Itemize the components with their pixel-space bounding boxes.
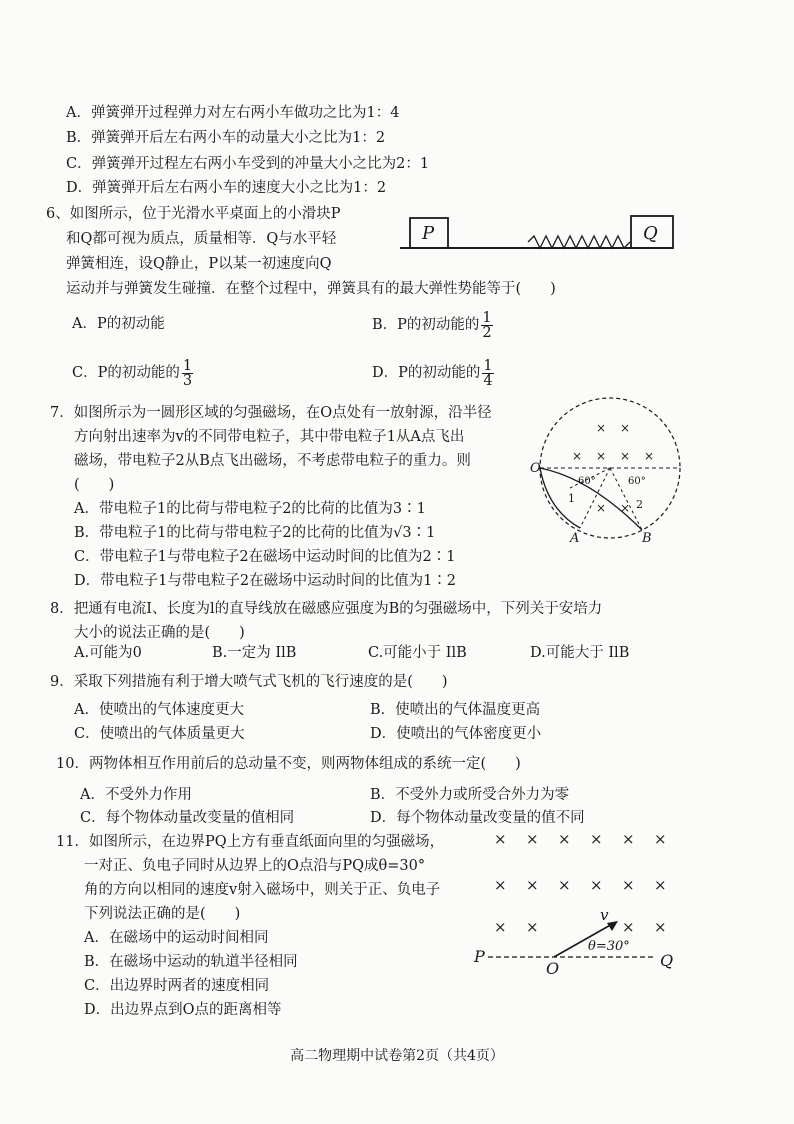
q11-figure: [470, 826, 690, 976]
q5-option-c: C．弹簧弹开过程左右两小车受到的冲量大小之比为2：1: [66, 156, 430, 172]
svg-text:×: ×: [596, 501, 607, 515]
q9-stem: 9．采取下列措施有利于增大喷气式飞机的飞行速度的是( ): [50, 674, 448, 690]
q5-option-b: B．弹簧弹开后左右两小车的动量大小之比为1：2: [66, 130, 386, 146]
q11-option-b: B．在磁场中运动的轨道半径相同: [84, 954, 298, 970]
q10-option-c: C．每个物体动量改变量的值相同: [80, 810, 295, 826]
q6-option-d: D．P的初动能的 $\frac{1}{4}$: [372, 357, 493, 389]
q8-option-a: A.可能为0: [74, 645, 142, 661]
q11-option-a: A．在磁场中的运动时间相同: [84, 930, 269, 946]
svg-text:×: ×: [622, 830, 635, 848]
q7-stem-line4: ( ): [74, 477, 115, 493]
q11-option-c: C．出边界时两者的速度相同: [84, 978, 270, 994]
svg-text:×: ×: [596, 449, 607, 463]
svg-text:×: ×: [590, 876, 603, 894]
svg-text:×: ×: [654, 918, 667, 936]
q7-stem-line3: 磁场，带电粒子2从B点飞出磁场，不考虑带电粒子的重力。则: [74, 453, 471, 469]
q7-stem-line2: 方向射出速率为v的不同带电粒子，其中带电粒子1从A点飞出: [74, 429, 465, 445]
q9-option-a: A．使喷出的气体速度更大: [74, 702, 244, 718]
q6-stem-line2: 和Q都可视为质点，质量相等．Q与水平轻: [66, 231, 337, 247]
q9-option-b: B．使喷出的气体温度更高: [370, 702, 541, 718]
q8-option-b: B.一定为 IlB: [212, 645, 297, 661]
point-o-label: O: [530, 461, 541, 476]
svg-text:×: ×: [572, 449, 583, 463]
svg-text:×: ×: [620, 501, 631, 515]
svg-text:×: ×: [494, 876, 507, 894]
label-o: O: [546, 959, 560, 978]
svg-text:×: ×: [526, 918, 539, 936]
q7-stem-line1: 7．如图所示为一圆形区域的匀强磁场，在O点处有一放射源，沿半径: [50, 405, 492, 421]
angle-60-left: 60°: [578, 476, 596, 487]
svg-text:×: ×: [622, 918, 635, 936]
q11-stem-line3: 角的方向以相同的速度v射入磁场中，则关于正、负电子: [84, 882, 441, 898]
svg-text:×: ×: [622, 876, 635, 894]
q6-figure: [398, 212, 688, 254]
q5-option-d: D．弹簧弹开后左右两小车的速度大小之比为1：2: [66, 180, 387, 196]
q7-figure: [530, 400, 690, 545]
svg-text:×: ×: [526, 830, 539, 848]
q11-option-d: D．出边界点到O点的距离相等: [84, 1002, 282, 1018]
q7-option-c: C．带电粒子1与带电粒子2在磁场中运动时间的比值为2∶1: [74, 549, 456, 565]
q6-stem-line1: 6、如图所示，位于光滑水平桌面上的小滑块P: [46, 206, 341, 222]
q7-option-a: A．带电粒子1的比荷与带电粒子2的比荷的比值为3∶1: [74, 501, 426, 517]
q10-option-d: D．每个物体动量改变量的值不同: [370, 810, 585, 826]
q7-option-b: B．带电粒子1的比荷与带电粒子2的比荷的比值为√3∶1: [74, 525, 436, 541]
q10-option-a: A．不受外力作用: [80, 787, 192, 803]
q9-option-d: D．使喷出的气体密度更小: [370, 726, 542, 742]
svg-text:×: ×: [620, 449, 631, 463]
q8-option-c: C.可能小于 IlB: [368, 645, 467, 661]
q6-stem-line3: 弹簧相连，设Q静止，P以某一初速度向Q: [66, 256, 332, 272]
track-2-label: 2: [636, 498, 643, 511]
q11-stem-line4: 下列说法正确的是( ): [84, 906, 241, 922]
svg-text:×: ×: [494, 830, 507, 848]
q11-stem-line1: 11．如图所示，在边界PQ上方有垂直纸面向里的匀强磁场，: [56, 834, 445, 850]
q8-stem-line2: 大小的说法正确的是( ): [74, 625, 245, 641]
angle-60-right: 60°: [628, 476, 646, 487]
svg-text:×: ×: [558, 830, 571, 848]
q6-option-a: A．P的初动能: [72, 316, 165, 332]
label-v: v: [600, 906, 609, 924]
q6-option-b: B．P的初动能的 $\frac{1}{2}$: [372, 309, 492, 341]
svg-text:×: ×: [620, 421, 631, 435]
q10-stem: 10．两物体相互作用前后的总动量不变，则两物体组成的系统一定( ): [56, 756, 521, 772]
q11-stem-line2: 一对正、负电子同时从边界上的O点沿与PQ成θ=30°: [84, 858, 426, 874]
q8-stem-line1: 8．把通有电流I、长度为l的直导线放在磁感应强度为B的匀强磁场中，下列关于安培力: [50, 601, 603, 617]
point-b-label: B: [642, 531, 652, 546]
block-p-label: P: [422, 223, 435, 244]
q7-option-d: D．带电粒子1与带电粒子2在磁场中运动时间的比值为1∶2: [74, 573, 457, 589]
label-p: P: [474, 947, 485, 966]
label-q: Q: [660, 951, 674, 970]
q5-option-a: A．弹簧弹开过程弹力对左右两小车做功之比为1：4: [66, 105, 400, 121]
block-q-label: Q: [643, 223, 658, 244]
svg-text:×: ×: [558, 876, 571, 894]
q9-option-c: C．使喷出的气体质量更大: [74, 726, 245, 742]
point-a-label: A: [570, 531, 580, 546]
svg-text:×: ×: [596, 421, 607, 435]
svg-text:×: ×: [590, 830, 603, 848]
q6-option-c: C．P的初动能的 $\frac{1}{3}$: [72, 357, 193, 389]
svg-text:×: ×: [644, 449, 655, 463]
q8-option-d: D.可能大于 IlB: [530, 645, 630, 661]
q10-option-b: B．不受外力或所受合外力为零: [370, 787, 570, 803]
spring: [528, 236, 630, 248]
svg-text:×: ×: [526, 876, 539, 894]
label-theta: θ=30°: [588, 939, 630, 954]
svg-text:×: ×: [494, 918, 507, 936]
q6-stem-line4: 运动并与弹簧发生碰撞．在整个过程中，弹簧具有的最大弹性势能等于( ): [66, 281, 556, 297]
page-footer: 高二物理期中试卷第2页（共4页）: [290, 1048, 504, 1064]
svg-text:×: ×: [654, 876, 667, 894]
track-1-label: 1: [568, 492, 575, 505]
svg-text:×: ×: [654, 830, 667, 848]
